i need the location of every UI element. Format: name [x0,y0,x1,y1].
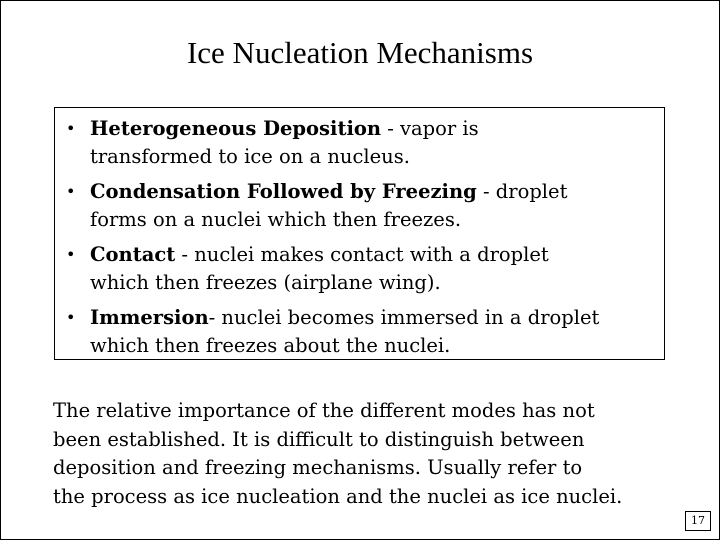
bullet-line [90,241,664,269]
bullet-icon: • [66,245,76,264]
summary-paragraph [53,397,693,512]
mechanism-description-cont: which then freezes about the nuclei. [90,334,451,357]
mechanism-term: Immersion [90,306,209,329]
mechanism-term: Contact [90,243,176,266]
summary-line: the process as ice nucleation and the nuclei as ice nuclei. [53,485,623,509]
list-item [55,178,664,234]
mechanism-term: Condensation Followed by Freezing [90,180,477,203]
summary-line: deposition and freezing mechanisms. Usually refer to [53,456,583,480]
bullet-line [90,115,664,143]
mechanism-description-cont: which then freezes (airplane wing). [90,271,441,294]
list-item [55,241,664,297]
list-item [55,304,664,360]
mechanism-description-cont: forms on a nuclei which then freezes. [90,208,462,231]
bullet-line [90,304,664,332]
summary-line: The relative importance of the different modes has not [53,399,595,422]
bullet-line [90,178,664,206]
mechanism-term: Heterogeneous Deposition [90,117,382,140]
page-number: 17 [685,511,711,531]
mechanism-description: - vapor is [381,117,479,140]
mechanism-description: - droplet [476,180,568,203]
mechanism-description-cont: transformed to ice on a nucleus. [90,145,410,168]
mechanism-description: - nuclei makes contact with a droplet [175,243,549,266]
bullet-icon: • [66,308,76,327]
mechanism-description: - nuclei becomes immersed in a droplet [208,306,600,329]
list-item [55,115,664,171]
bullet-icon: • [66,119,76,138]
summary-line: been established. It is difficult to distinguish between [53,427,585,451]
mechanisms-list [55,115,664,367]
slide-title: Ice Nucleation Mechanisms [186,35,534,70]
bullet-icon: • [66,182,76,201]
mechanisms-box [54,107,665,360]
